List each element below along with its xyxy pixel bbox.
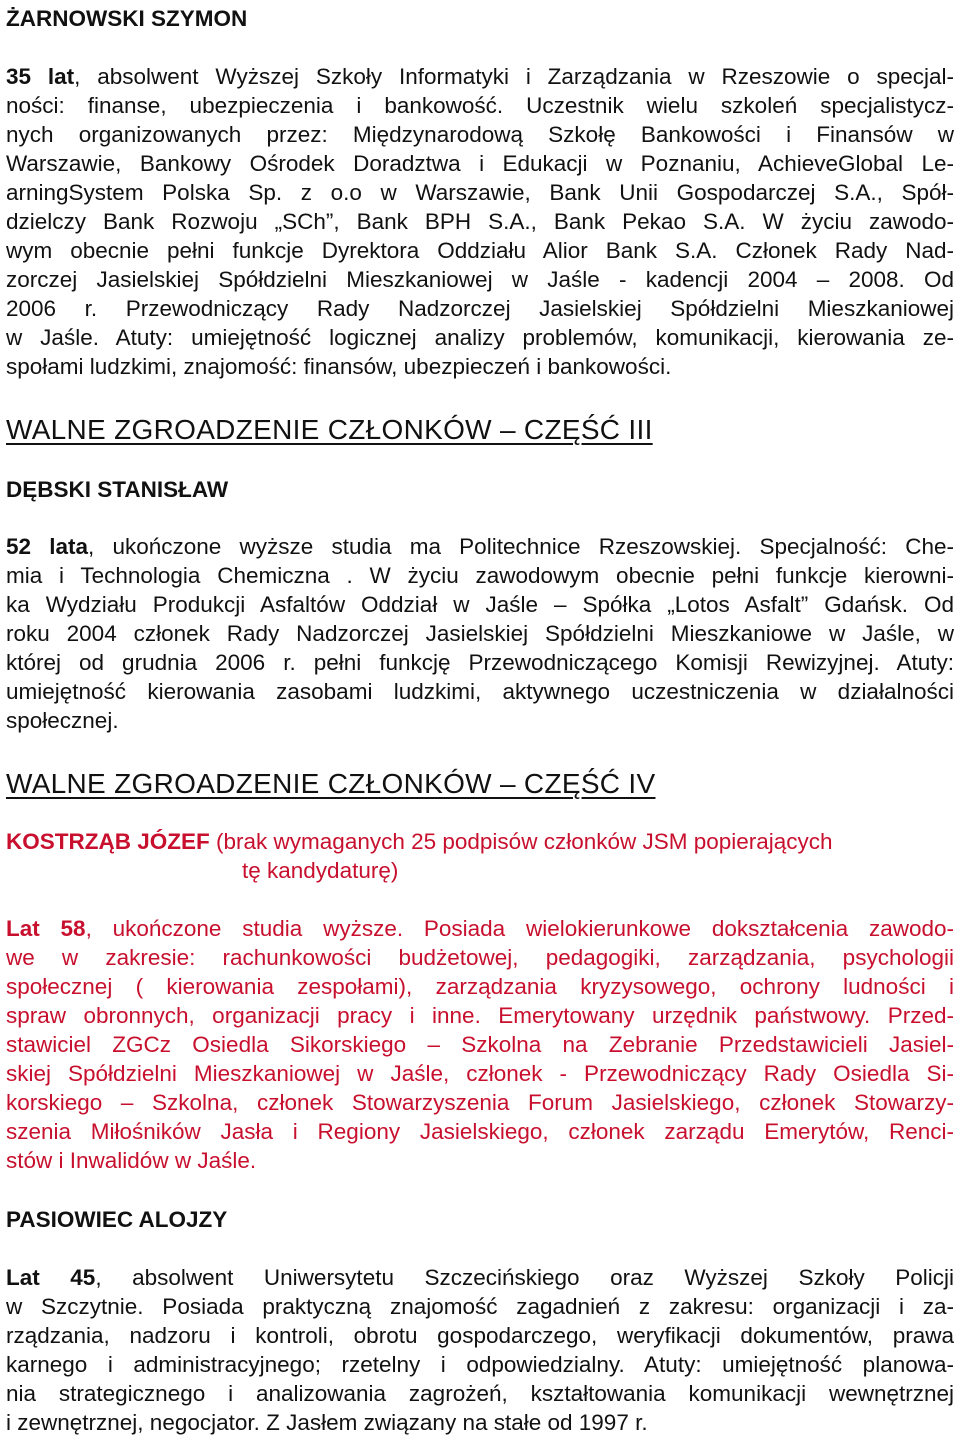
bio-line: wym obecnie pełni funkcje Dyrektora Oddziału Alior Bank S.A. Członek Rady Nad- (6, 238, 954, 263)
bio-line: ka Wydziału Produkcji Asfaltów Oddział w Jaśle – Spółka „Lotos Asfalt” Gdańsk. Od (6, 592, 954, 617)
candidate-name-debski: DĘBSKI STANISŁAW (6, 477, 229, 502)
age-label: 52 lata (6, 534, 89, 559)
bio-line: roku 2004 członek Rady Nadzorczej Jasielskiej Spółdzielni Mieszkaniowe w Jaśle, w (6, 621, 954, 646)
bio-line: nych organizowanych przez: Międzynarodową Szkołę Bankowości i Finansów w (6, 122, 954, 147)
bio-line: arningSystem Polska Sp. z o.o w Warszawie, Bank Unii Gospodarczej S.A., Spół- (6, 180, 954, 205)
bio-line: w Jaśle. Atuty: umiejętność logicznej analizy problemów, komunikacji, kierowania ze- (6, 325, 954, 350)
bio-line: dzielczy Bank Rozwoju „SCh”, Bank BPH S.A., Bank Pekao S.A. W życiu zawodo- (6, 209, 954, 234)
bio-line: i zewnętrznej, negocjator. Z Jasłem związany na stałe od 1997 r. (6, 1410, 648, 1435)
bio-line: szenia Miłośników Jasła i Regiony Jasielskiego, członek zarządu Emerytów, Renci- (6, 1119, 954, 1144)
bio-line: skiej Spółdzielni Mieszkaniowej w Jaśle, członek - Przewodniczący Rady Osiedla Si- (6, 1061, 954, 1086)
bio-line: w Szczytnie. Posiada praktyczną znajomość zagadnień z zakresu: organizacji i za- (6, 1294, 954, 1319)
bio-line: 2006 r. Przewodniczący Rady Nadzorczej Jasielskiej Spółdzielni Mieszkaniowej (6, 296, 954, 321)
bio-line: nia strategicznego i analizowania zagrożeń, kształtowania komunikacji wewnętrznej (6, 1381, 954, 1406)
bio-line: ności: finanse, ubezpieczenia i bankowość. Uczestnik wielu szkoleń specjalistycz- (6, 93, 954, 118)
section-heading-part-4: WALNE ZGROADZENIE CZŁONKÓW – CZĘŚĆ IV (6, 768, 656, 799)
bio-line: społecznej ( kierowania zespołami), zarządzania kryzysowego, ochrony ludności i (6, 974, 954, 999)
section-heading-part-3: WALNE ZGROADZENIE CZŁONKÓW – CZĘŚĆ III (6, 414, 653, 445)
candidate-name-zarnowski: ŻARNOWSKI SZYMON (6, 6, 248, 31)
candidate-note-cont: tę kandydaturę) (242, 858, 399, 883)
candidate-header-kostrzab (6, 828, 954, 856)
bio-line: społecznej. (6, 708, 119, 733)
age-label: 35 lat (6, 64, 75, 89)
bio-line: zorczej Jasielskiej Spółdzielni Mieszkaniowej w Jaśle - kadencji 2004 – 2008. Od (6, 267, 954, 292)
age-label: Lat 45 (6, 1265, 96, 1290)
bio-line: umiejętność kierowania zasobami ludzkimi, aktywnego uczestniczenia w działalności (6, 679, 954, 704)
bio-line: spraw obronnych, organizacji pracy i inne. Emerytowany urzędnik państwowy. Przed- (6, 1003, 954, 1028)
bio-line: Lat 45, absolwent Uniwersytetu Szczecińskiego oraz Wyższej Szkoły Policji (6, 1265, 954, 1290)
bio-line: rządzania, nadzoru i kontroli, obrotu gospodarczego, weryfikacji dokumentów, prawa (6, 1323, 954, 1348)
candidate-name-kostrzab: KOSTRZĄB JÓZEF (6, 829, 210, 854)
bio-line: której od grudnia 2006 r. pełni funkcję Przewodniczącego Komisji Rewizyjnej. Atuty: (6, 650, 954, 675)
bio-line: stawiciel ZGCz Osiedla Sikorskiego – Szkolna na Zebranie Przedstawicieli Jasiel- (6, 1032, 954, 1057)
bio-line: we w zakresie: rachunkowości budżetowej, pedagogiki, zarządzania, psychologii (6, 945, 954, 970)
bio-line: karnego i administracyjnego; rzetelny i odpowiedzialny. Atuty: umiejętność planowa- (6, 1352, 954, 1377)
bio-line: 35 lat, absolwent Wyższej Szkoły Informatyki i Zarządzania w Rzeszowie o specjal- (6, 64, 954, 89)
bio-line: 52 lata, ukończone wyższe studia ma Politechnice Rzeszowskiej. Specjalność: Che- (6, 534, 954, 559)
candidate-note: (brak wymaganych 25 podpisów członków JSM popierających (216, 829, 833, 854)
bio-line: mia i Technologia Chemiczna . W życiu zawodowym obecnie pełni funkcje kierowni- (6, 563, 954, 588)
bio-line: korskiego – Szkolna, członek Stowarzyszenia Forum Jasielskiego, członek Stowarzy- (6, 1090, 954, 1115)
bio-line: społami ludzkimi, znajomość: finansów, ubezpieczeń i bankowości. (6, 354, 672, 379)
bio-line: stów i Inwalidów w Jaśle. (6, 1148, 257, 1173)
bio-line: Warszawie, Bankowy Ośrodek Doradztwa i Edukacji w Poznaniu, AchieveGlobal Le- (6, 151, 954, 176)
bio-line: Lat 58, ukończone studia wyższe. Posiada wielokierunkowe dokształcenia zawodo- (6, 916, 954, 941)
candidate-name-pasiowiec: PASIOWIEC ALOJZY (6, 1207, 228, 1232)
age-label: Lat 58 (6, 916, 86, 941)
